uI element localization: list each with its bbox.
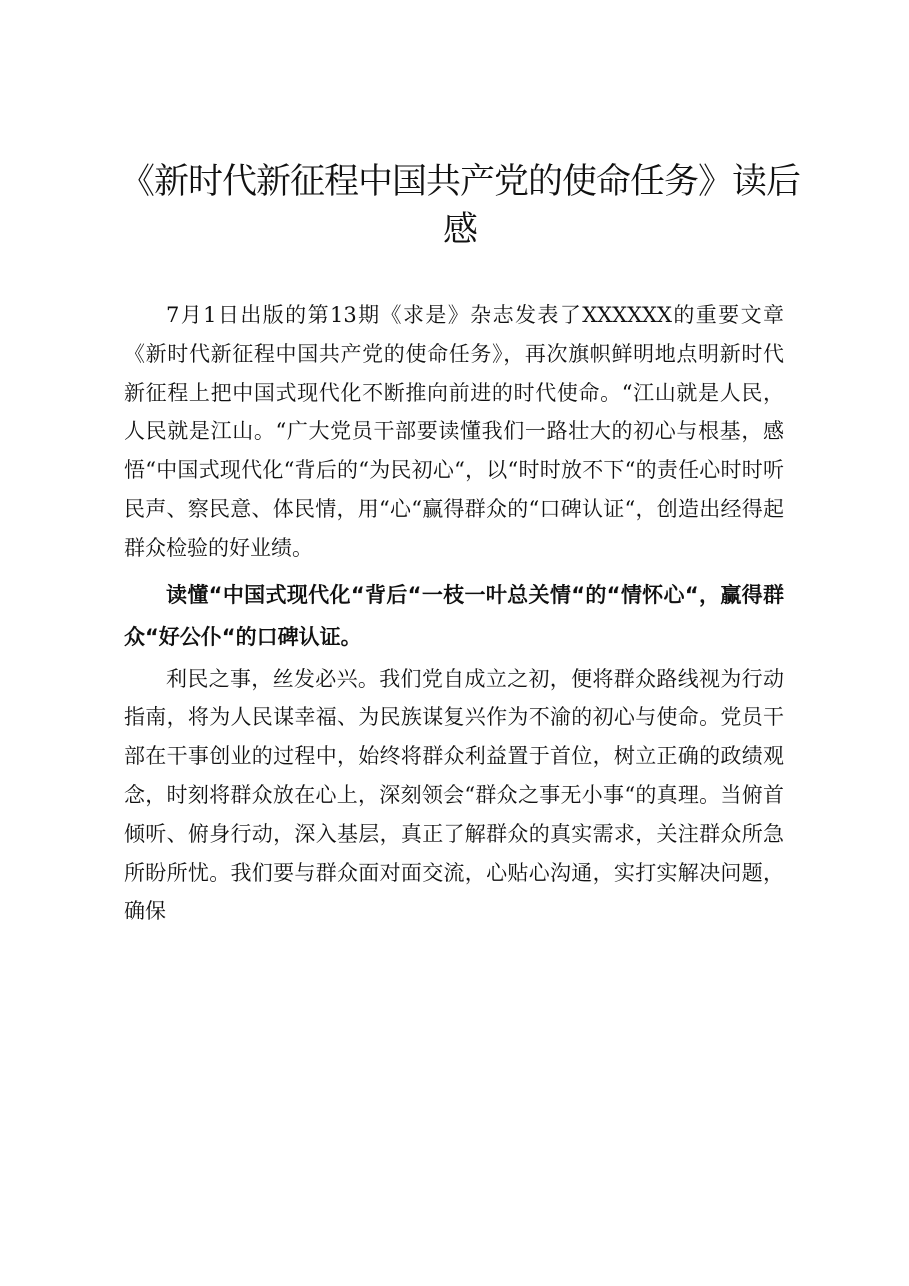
section-paragraph: 利民之事，丝发必兴。我们党自成立之初，便将群众路线视为行动指南，将为人民谋幸福、为民族谋复兴作为不渝的初心与使命。党员干部在干事创业的过程中，始终将群众利益置于首位，树立正确的政绩观念，时刻将群众放在心上，深刻领会“群众之事无小事“的真理。当俯首倾听、俯身行动，深入基层，真正了解群众的真实需求，关注群众所急所盼所忧。我们要与群众面对面交流，心贴心沟通，实打实解决问题，确保 [124,666,784,924]
intro-paragraph: 7月1日出版的第13期《求是》杂志发表了XXXXXX的重要文章《新时代新征程中国共产党的使命任务》，再次旗帜鲜明地点明新时代新征程上把中国式现代化不断推向前进的时代使命。“江山就是人民，人民就是江山。“广大党员干部要读懂我们一路壮大的初心与根基，感悟“中国式现代化“背后的“为民初心“，以“时时放不下“的责任心时时听民声、察民意、体民情，用“心“赢得群众的“口碑认证“，创造出经得起群众检验的好业绩。 [124,303,784,560]
document-body [124,296,784,931]
section-heading: 读懂“中国式现代化“背后“一枝一叶总关情“的“情怀心“，赢得群众“好公仆“的口碑认证。 [124,582,784,649]
document-title: 《新时代新征程中国共产党的使命任务》读后感 [119,162,800,250]
